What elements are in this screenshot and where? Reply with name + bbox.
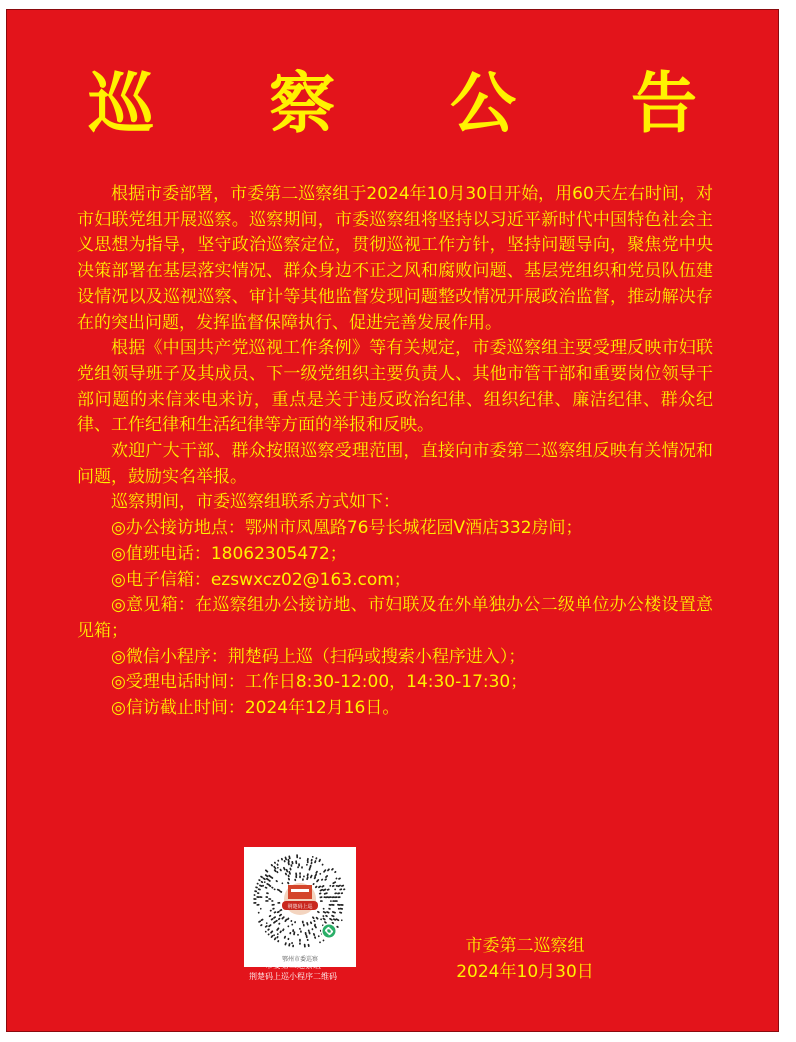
contact-email: ◎电子信箱：ezswxcz02@163.com； bbox=[111, 569, 411, 590]
qr-caption-line1: 市委第二巡察组 bbox=[265, 961, 321, 970]
qr-inner-caption: 鄂州市委巡察 bbox=[281, 956, 318, 963]
contact-phone: ◎值班电话：18062305472； bbox=[111, 543, 347, 564]
qr-code-card[interactable] bbox=[244, 847, 356, 967]
signature-block bbox=[420, 933, 630, 985]
qr-logo-text: 荆楚码上巡 bbox=[287, 904, 313, 910]
contact-phone-hours: ◎受理电话时间：工作日8:30-12:00，14:30-17:30； bbox=[111, 672, 528, 693]
announcement-body bbox=[77, 182, 713, 722]
contact-address: ◎办公接访地点：鄂州市凤凰路76号长城花园V酒店332房间； bbox=[111, 518, 583, 539]
paragraph-contacts-intro: 巡察期间，市委巡察组联系方式如下： bbox=[111, 492, 400, 513]
paragraph-intro: 根据市委部署，市委第二巡察组于2024年10月30日开始，用60天左右时间，对市妇联党组开展巡察。巡察期间，市委巡察组将坚持以习近平新时代中国特色社会主义思想为指导，坚守政治巡察定位，贯彻巡视工作方针，坚持问题导向，聚焦党中央决策部署在基层落实情况、群众身边不正之风和腐败问题、基层党组织和党员队伍建设情况以及巡视巡察、审计等其他监督发现问题整改情况开展政治监督，推动解决存在的突出问题，发挥监督保障执行、促进完善发展作用。 bbox=[77, 184, 713, 333]
signature-date: 2024年10月30日 bbox=[456, 962, 594, 982]
page-title: 巡 察 公 告 bbox=[88, 64, 743, 142]
announcement-poster bbox=[6, 9, 779, 1032]
qr-code-image[interactable] bbox=[250, 851, 350, 951]
contact-suggestion-box: ◎意见箱：在巡察组办公接访地、市妇联及在外单独办公二级单位办公楼设置意见箱； bbox=[77, 595, 713, 641]
signature-org: 市委第二巡察组 bbox=[465, 936, 585, 956]
paragraph-welcome: 欢迎广大干部、群众按照巡察受理范围，直接向市委第二巡察组反映有关情况和问题，鼓励实名举报。 bbox=[77, 441, 713, 487]
qr-caption bbox=[227, 960, 359, 982]
qr-caption-line2: 荆楚码上巡小程序二维码 bbox=[249, 972, 337, 981]
paragraph-scope: 根据《中国共产党巡视工作条例》等有关规定，市委巡察组主要受理反映市妇联党组领导班子及其成员、下一级党组织主要负责人、其他市管干部和重要岗位领导干部问题的来信来电来访，重点是关于违反政治纪律、组织纪律、廉洁纪律、群众纪律、工作纪律和生活纪律等方面的举报和反映。 bbox=[77, 338, 713, 436]
contact-wechat-miniprogram: ◎微信小程序：荆楚码上巡（扫码或搜索小程序进入）； bbox=[111, 646, 526, 667]
contact-deadline: ◎信访截止时间：2024年12月16日。 bbox=[111, 698, 400, 719]
